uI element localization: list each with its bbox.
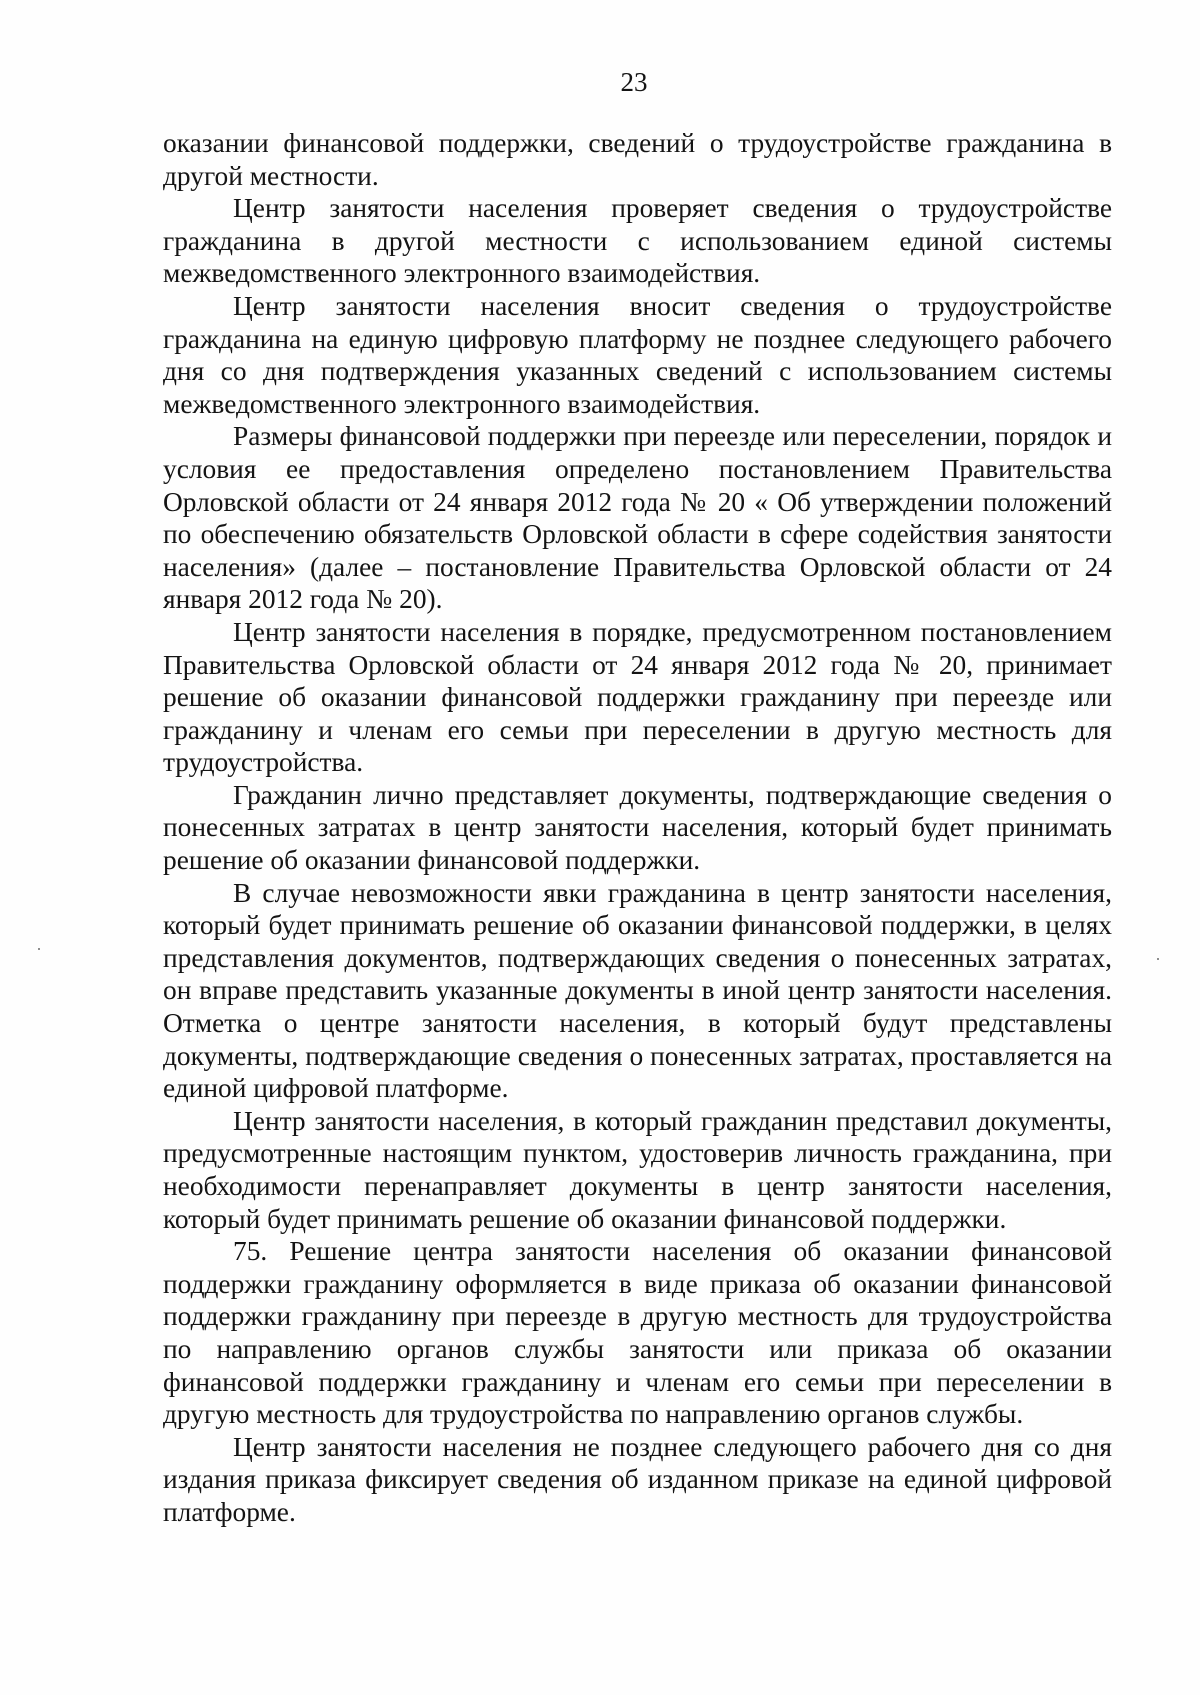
paragraph-continuation: оказании финансовой поддержки, сведений о трудоустройстве гражданина в другой местности.	[163, 128, 1112, 191]
scan-speck	[38, 948, 40, 950]
paragraph-verification: Центр занятости населения проверяет сведения о трудоустройстве гражданина в другой местности с использованием единой системы межведомственного электронного взаимодействия.	[163, 193, 1112, 289]
document-body	[163, 127, 1112, 1529]
paragraph-item-75: 75. Решение центра занятости населения об оказании финансовой поддержки гражданину оформляется в виде приказа об оказании финансовой поддержки гражданину при переезде в другую местность для трудоустройства по направлению органов службы занятости или приказа об оказании финансовой поддержки гражданину и членам его семьи при переселении в другую местность для трудоустройства по направлению органов службы.	[163, 1236, 1112, 1430]
paragraph-redirect: Центр занятости населения, в который гражданин представил документы, предусмотренные настоящим пунктом, удостоверив личность гражданина, при необходимости перенаправляет документы в центр занятости населения, который будет принимать решение об оказании финансовой поддержки.	[163, 1105, 1112, 1234]
paragraph-documents: Гражданин лично представляет документы, подтверждающие сведения о понесенных затратах в центр занятости населения, который будет принимать решение об оказании финансовой поддержки.	[163, 779, 1112, 876]
paragraph-order-record: Центр занятости населения не позднее следующего рабочего дня со дня издания приказа фиксирует сведения об изданном приказе на единой цифровой платформе.	[163, 1431, 1112, 1527]
paragraph-alternative-center: В случае невозможности явки гражданина в центр занятости населения, который будет принимать решение об оказании финансовой поддержки, в целях представления документов, подтверждающих сведения о понесенных затратах, он вправе представить указанные документы в иной центр занятости населения. Отметка о центре занятости населения, в который будут представлены документы, подтверждающие сведения о понесенных затратах, проставляется на единой цифровой платформе.	[163, 877, 1112, 1104]
paragraph-platform-entry: Центр занятости населения вносит сведения о трудоустройстве гражданина на единую цифровую платформу не позднее следующего рабочего дня со дня подтверждения указанных сведений с использованием системы межведомственного электронного взаимодействия.	[163, 290, 1112, 419]
paragraph-decision: Центр занятости населения в порядке, предусмотренном постановлением Правительства Орловской области от 24 января 2012 года № 20, принимает решение об оказании финансовой поддержки гражданину при переезде или гражданину и членам его семьи при переселении в другую местность для трудоустройства.	[163, 616, 1112, 778]
paragraph-support-amounts: Размеры финансовой поддержки при переезде или переселении, порядок и условия ее предоставления определено постановлением Правительства Орловской области от 24 января 2012 года № 20 « Об утверждении положений по обеспечению обязательств Орловской области в сфере содействия занятости населения» (далее – постановление Правительства Орловской области от 24 января 2012 года № 20).	[163, 421, 1112, 615]
scan-speck	[1157, 958, 1159, 960]
page-number: 23	[620, 67, 648, 97]
